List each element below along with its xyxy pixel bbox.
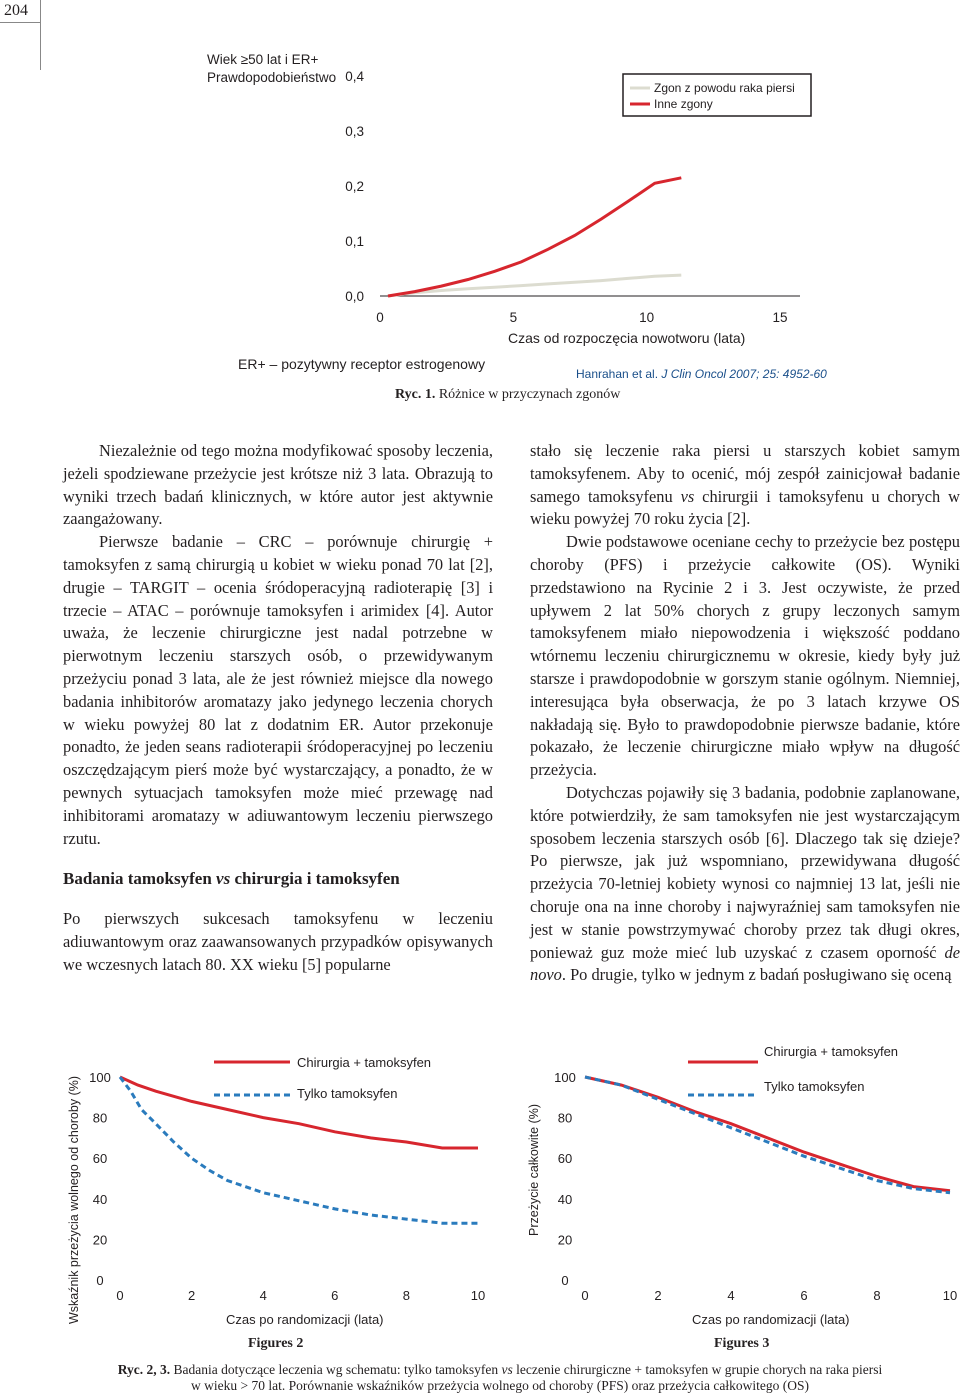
fig1-xtick-label: 10 (639, 310, 655, 325)
fig2-ytick-label: 0 (96, 1273, 104, 1288)
fig1-ytick-label: 0,3 (345, 124, 364, 139)
fig3-xtick-label: 10 (942, 1288, 958, 1303)
right-paragraph-1-vs: vs (680, 486, 695, 506)
fig3-legend-label-dashed: Tylko tamoksyfen (764, 1079, 865, 1094)
right-paragraph-3-a: Dotychczas pojawiły się 3 badania, podobnie zaplanowane, które potwierdziły, że sam tamoksyfen nie jest wystarczającym sposobem leczenia starszych osób [6]. Dlaczego tak się dzieje? Po pierwsze, jak już wspomniano, przewidywana długość przeżycia 70-letniej kobiety wynosi co najmniej 13 lat, jeśli nie choruje ona na inne choroby i najwyraźniej sam tamoksyfen nie jest w stanie powstrzymywać choroby przez tak długi okres, ponieważ guz może mieć lub uzyskać z czasem oporność (530, 782, 960, 962)
fig1-xtick-label: 0 (376, 310, 384, 325)
right-paragraph-3-b: . Po drugie, tylko w jednym z badań posługiwano się oceną (561, 965, 952, 985)
caption-text-vs: vs (501, 1362, 513, 1377)
fig3-series-tamoxifen-only (585, 1077, 950, 1193)
fig2-legend-label-solid: Chirurgia + tamoksyfen (297, 1055, 432, 1070)
fig2-xtick-label: 6 (331, 1288, 339, 1303)
caption-line-1 (60, 1362, 940, 1378)
fig1-ytick-label: 0,4 (345, 69, 364, 84)
fig2-xlabel: Czas po randomizacji (lata) (226, 1312, 384, 1327)
fig2-xtick-label: 2 (187, 1288, 196, 1303)
fig1-source (576, 367, 827, 381)
figure-3 (480, 1040, 960, 1360)
text-column-right (530, 440, 960, 987)
right-paragraph-3-italic: de novo (530, 942, 960, 985)
fig3-series-surgery-tamoxifen (585, 1077, 950, 1191)
text-column-left (63, 440, 493, 977)
fig3-xtick-label: 6 (800, 1288, 808, 1303)
fig2-xtick-label: 10 (470, 1288, 486, 1303)
fig2-legend-label-dashed: Tylko tamoksyfen (297, 1086, 398, 1101)
fig3-ylabel: Przeżycie całkowite (%) (527, 1104, 541, 1236)
left-paragraph-3: Po pierwszych sukcesach tamoksyfenu w leczeniu adiuwantowym oraz zaawansowanych przypadków opisywanych we wczesnych latach 80. XX wieku [5] popularne (63, 909, 493, 974)
figure-2 (0, 1040, 486, 1360)
right-paragraph-1 (530, 440, 960, 531)
fig1-legend-label-breast: Zgon z powodu raka piersi (654, 81, 795, 95)
left-paragraph-1: Niezależnie od tego można modyfikować sposoby leczenia, jeżeli spodziewane przeżycie jest krótsze niż 3 lata. Obrazują to wyniki trzech badań klinicznych, w które autor jest aktywnie zaangażowany. (63, 441, 493, 529)
left-paragraph-2: Pierwsze badanie – CRC – porównuje chirurgię + tamoksyfen z samą chirurgią u kobiet w wieku ponad 70 lat [2], drugie – TARGIT – ocenia śródoperacyjną radioterapię [3] i trzecie – ATAC – porównuje tamoksyfen i arimidex [4]. Autor uważa, że leczenie chirurgiczne jest nadal potrzebne w pierwotnym leczeniu starszych osób, o przewidywanym przeżyciu ponad 3 lata, ale że jest również miejsce dla nowego badania inhibitorów aromatazy jako jedynego leczenia chorych w wieku powyżej 80 lat z dodatnim ER. Autor przekonuje ponadto, że jeden seans radioterapii śródoperacyjnej po leczeniu oszczędzającym pierś może być wystarczający, a ponadto, że w pewnych sytuacjach tamoksyfen może mieć przewagę nad inhibitorami aromatazy w adiuwantowym leczeniu pierwszego rzutu. (63, 532, 493, 848)
page-number: 204 (0, 0, 40, 23)
caption-label: Ryc. 2, 3. (117, 1362, 171, 1377)
section-heading-vs: vs (216, 869, 231, 889)
caption-line-2: w wieku > 70 lat. Porównanie wskaźników przeżycia wolnego od choroby (PFS) oraz przeżycia całkowitego (OS) (191, 1378, 809, 1393)
figure-1 (0, 40, 960, 420)
fig1-caption-label: Ryc. 1. (395, 387, 436, 402)
fig1-ytick-label: 0,0 (345, 289, 364, 304)
fig1-ytick-label: 0,1 (345, 234, 364, 249)
fig1-xlabel: Czas od rozpoczęcia nowotworu (lata) (508, 330, 746, 346)
fig1-caption-text: Różnice w przyczynach zgonów (438, 387, 621, 402)
right-paragraph-1-a: stało się leczenie raka piersi u starszych kobiet samym tamoksyfenem. Aby to ocenić, mój zespół zainicjował badanie samego tamoksyfenu (530, 441, 960, 506)
right-paragraph-2: Dwie podstawowe oceniane cechy to przeżycie bez postępu choroby (PFS) i przeżycie całkowite (OS). Wyniki przedstawiono na Rycinie 2 i 3. Jest oczywiste, że przed upływem 2 lat 50% chorych z grupy leczonych samym tamoksyfenem miało niepowodzenia i większość poddano wtórnemu leczeniu chirurgicznemu w okresie, kiedy były już starsze i prawdopodobnie w gorszym stanie ogólnym. Niemniej, interesująca była obserwacja, że po 3 latach krzywe OS nakładają się. Było to prawdopodobnie pierwsze badanie, które pokazało, że leczenie chirurgiczne miało wpływ na długość przeżycia. (530, 532, 960, 780)
fig3-ytick-label: 20 (557, 1232, 573, 1248)
fig1-xtick-label: 5 (509, 310, 518, 325)
fig1-chart (0, 40, 960, 340)
fig3-ytick-label: 40 (557, 1191, 573, 1207)
fig2-xtick-label: 0 (116, 1288, 124, 1303)
fig2-label: Figures 2 (248, 1336, 304, 1351)
fig3-ytick-label: 80 (557, 1110, 573, 1126)
fig3-xtick-label: 0 (581, 1288, 589, 1303)
fig2-xtick-label: 8 (402, 1288, 411, 1303)
fig3-label: Figures 3 (714, 1336, 770, 1351)
fig2-xtick-label: 4 (259, 1288, 267, 1303)
fig3-xtick-label: 4 (727, 1288, 735, 1303)
fig2-ylabel: Wskaźnik przeżycia wolnego od choroby (%) (67, 1075, 81, 1325)
fig1-abbrev-note: ER+ – pozytywny receptor estrogenowy (238, 356, 486, 372)
fig2-ytick-label: 80 (92, 1110, 108, 1126)
fig3-xlabel: Czas po randomizacji (lata) (692, 1312, 850, 1327)
fig3-legend-label-solid: Chirurgia + tamoksyfen (764, 1044, 899, 1059)
fig1-source-author: Hanrahan et al. (576, 367, 659, 381)
section-heading-part2: chirurgia i tamoksyfen (230, 869, 400, 889)
right-paragraph-1-b: chirurgii i tamoksyfenu u chorych w wieku powyżej 70 roku życia [2]. (530, 486, 960, 529)
fig2-ytick-label: 20 (92, 1232, 108, 1248)
fig1-legend-label-other: Inne zgony (654, 97, 713, 111)
fig3-ytick-label: 60 (557, 1151, 573, 1167)
fig3-xtick-label: 8 (873, 1288, 881, 1303)
caption-text-b: leczenie chirurgiczne + tamoksyfen w grupie chorych na raka piersi (512, 1362, 883, 1377)
fig1-series-breast-cancer-death (388, 275, 681, 296)
fig3-xtick-label: 2 (654, 1288, 662, 1303)
caption-text-a: Badania dotyczące leczenia wg schematu: tylko tamoksyfen (170, 1362, 502, 1377)
fig1-xtick-label: 15 (772, 310, 788, 325)
fig1-ylabel: Prawdopodobieństwo (207, 70, 337, 85)
right-paragraph-3 (530, 782, 960, 987)
fig1-source-journal: J Clin Oncol 2007; 25: 4952-60 (661, 367, 827, 381)
fig3-ytick-label: 0 (561, 1273, 569, 1288)
figures-2-3-caption (60, 1362, 940, 1394)
fig1-title-line1: Wiek ≥50 lat i ER+ (207, 52, 319, 67)
section-heading-part1: Badania tamoksyfen (63, 869, 217, 889)
fig3-ytick-label: 100 (554, 1070, 576, 1085)
fig2-ytick-label: 100 (89, 1070, 111, 1085)
fig1-ytick-label: 0,2 (345, 179, 364, 194)
fig1-caption (395, 387, 620, 403)
fig2-ytick-label: 60 (92, 1151, 108, 1167)
fig2-ytick-label: 40 (92, 1191, 108, 1207)
section-heading (63, 868, 493, 890)
